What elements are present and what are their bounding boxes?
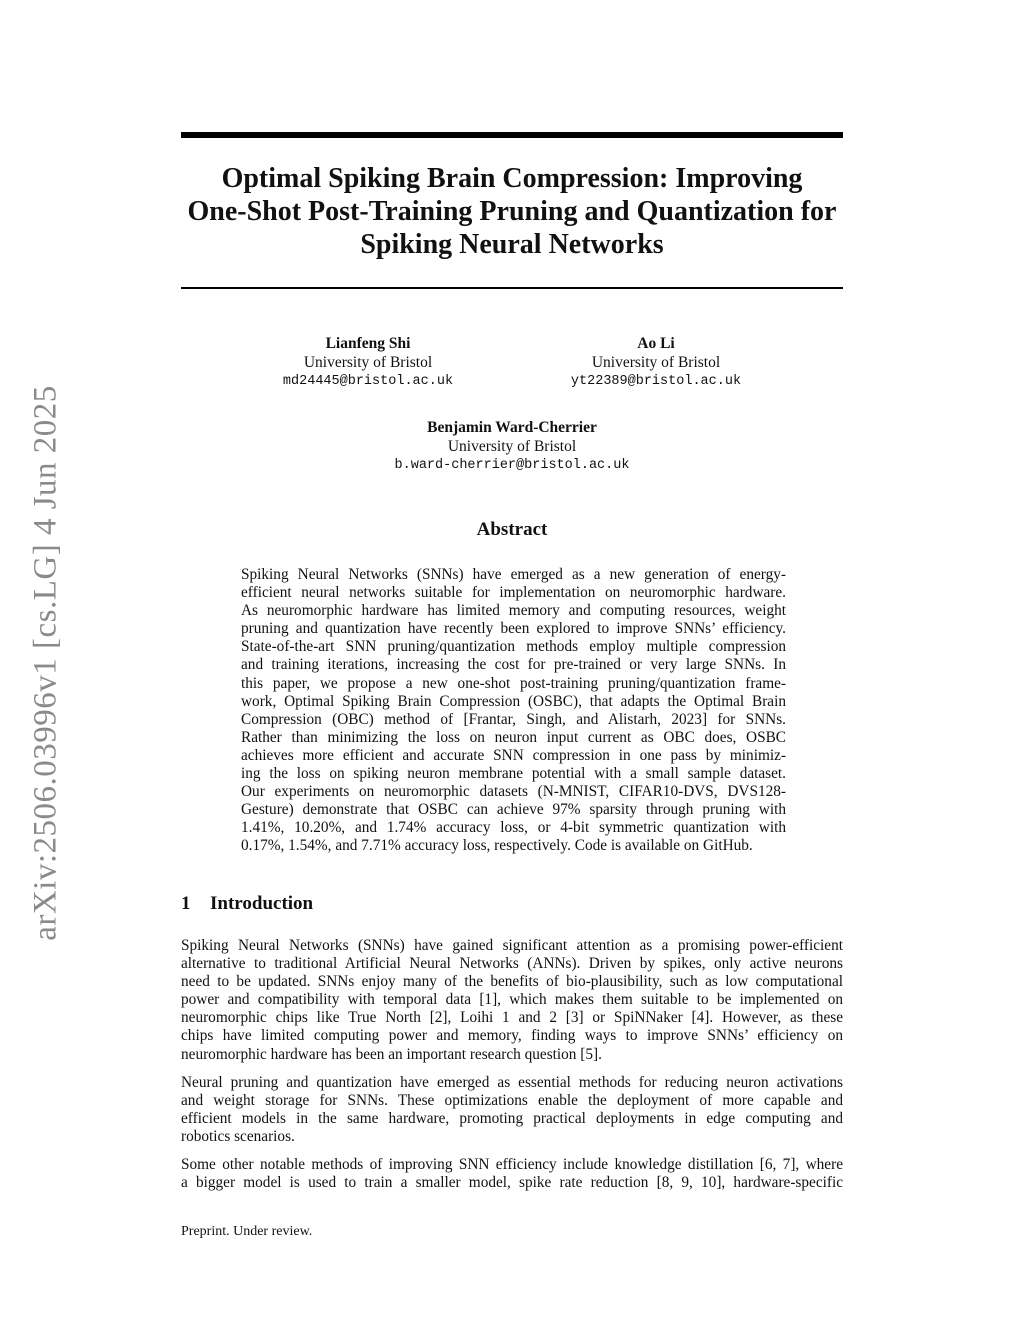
- paragraph-line: power and compatibility with temporal data [1], which makes them suitable to be implemented on: [181, 991, 843, 1009]
- paper-title: [181, 162, 843, 261]
- abstract-line: efficient neural networks suitable for implementation on neuromorphic hardware.: [241, 584, 786, 602]
- author-email[interactable]: yt22389@bristol.ac.uk: [570, 374, 742, 389]
- paragraph-line: Neural pruning and quantization have emerged as essential methods for reducing neuron activations: [181, 1074, 843, 1091]
- preprint-footer: Preprint. Under review.: [181, 1224, 313, 1239]
- abstract-line: pruning and quantization have recently been explored to improve SNNs’ efficiency.: [241, 620, 786, 638]
- paragraph-line: neuromorphic hardware has been an important research question [5].: [181, 1045, 602, 1063]
- paragraph-line: chips have limited computing power and memory, finding ways to improve SNNs’ efficiency on: [181, 1027, 843, 1045]
- paragraph-line: need to be updated. SNNs enjoy many of the benefits of bio-plausibility, such as low computational: [181, 973, 843, 991]
- abstract-body: [241, 566, 786, 856]
- paragraph-line: a bigger model is used to train a smaller model, spike rate reduction [8, 9, 10], hardware-specific: [181, 1174, 843, 1192]
- body-paragraph: [181, 1074, 843, 1146]
- abstract-line: and training iterations, increasing the cost for pre-trained or very large SNNs. In: [241, 656, 786, 674]
- author-affiliation: University of Bristol: [303, 354, 433, 371]
- author-block: [362, 418, 662, 475]
- title-line: One-Shot Post-Training Pruning and Quantization for: [187, 196, 837, 227]
- abstract-line: work, Optimal Spiking Brain Compression (OSBC), that adapts the Optimal Brain: [241, 692, 786, 710]
- paragraph-line: alternative to traditional Artificial Neural Networks (ANNs). Driven by spikes, only active neurons: [181, 955, 843, 973]
- paragraph-line: neuromorphic chips like True North [2], Loihi 1 and 2 [3] or SpiNNaker [4]. However, as these: [181, 1009, 843, 1027]
- section-heading-introduction: [181, 893, 313, 915]
- author-affiliation: University of Bristol: [591, 354, 721, 371]
- abstract-line: Rather than minimizing the loss on neuron input current as OBC does, OSBC: [241, 728, 786, 746]
- abstract-line: Our experiments on neuromorphic datasets (N-MNIST, CIFAR10-DVS, DVS128-: [241, 783, 786, 801]
- title-line: Spiking Neural Networks: [360, 229, 664, 260]
- title-bottom-rule: [181, 287, 843, 289]
- title-line: Optimal Spiking Brain Compression: Improving: [221, 163, 803, 194]
- abstract-line: 1.41%, 10.20%, and 1.74% accuracy loss, or 4-bit symmetric quantization with: [241, 819, 786, 837]
- title-top-rule: [181, 132, 843, 138]
- author-name: Ao Li: [637, 335, 675, 352]
- abstract-line: Spiking Neural Networks (SNNs) have emerged as a new generation of energy-: [241, 566, 786, 583]
- author-block: [506, 334, 806, 391]
- author-email[interactable]: b.ward-cherrier@bristol.ac.uk: [394, 458, 630, 473]
- abstract-line: 0.17%, 1.54%, and 7.71% accuracy loss, respectively. Code is available on GitHub.: [241, 837, 753, 855]
- paragraph-line: efficient models in the same hardware, promoting practical deployments in edge computing and: [181, 1110, 843, 1128]
- abstract-line: ing the loss on spiking neuron membrane potential with a small sample dataset.: [241, 765, 786, 783]
- section-number: 1: [181, 893, 191, 914]
- author-email[interactable]: md24445@bristol.ac.uk: [282, 374, 454, 389]
- body-paragraph: [181, 937, 843, 1064]
- abstract-heading: Abstract: [476, 519, 548, 540]
- abstract-line: Gesture) demonstrate that OSBC can achieve 97% sparsity through pruning with: [241, 801, 786, 819]
- paragraph-line: Spiking Neural Networks (SNNs) have gained significant attention as a promising power-efficient: [181, 937, 843, 954]
- body-paragraph: [181, 1156, 843, 1192]
- abstract-line: As neuromorphic hardware has limited memory and computing resources, weight: [241, 602, 786, 620]
- paragraph-line: robotics scenarios.: [181, 1128, 295, 1146]
- author-name: Lianfeng Shi: [325, 335, 411, 352]
- paragraph-line: Some other notable methods of improving SNN efficiency include knowledge distillation [6, 7], where: [181, 1156, 843, 1173]
- arxiv-identifier-stamp[interactable]: arXiv:2506.03996v1 [cs.LG] 4 Jun 2025: [27, 385, 64, 941]
- paragraph-line: and weight storage for SNNs. These optimizations enable the deployment of more capable and: [181, 1092, 843, 1110]
- abstract-line: State-of-the-art SNN pruning/quantization methods employ multiple compression: [241, 638, 786, 656]
- abstract-line: Compression (OBC) method of [Frantar, Singh, and Alistarh, 2023] for SNNs.: [241, 710, 786, 728]
- abstract-line: achieves more efficient and accurate SNN compression in one pass by minimiz-: [241, 746, 786, 764]
- section-title: Introduction: [210, 893, 314, 914]
- author-affiliation: University of Bristol: [447, 438, 577, 455]
- abstract-line: this paper, we propose a new one-shot post-training pruning/quantization frame-: [241, 674, 786, 692]
- author-name: Benjamin Ward-Cherrier: [427, 419, 597, 436]
- author-block: [218, 334, 518, 391]
